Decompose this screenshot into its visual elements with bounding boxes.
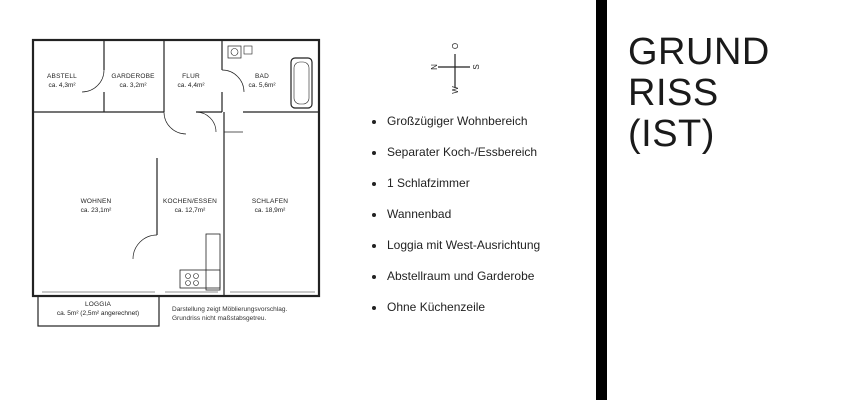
room-name-garderobe: GARDEROBE xyxy=(111,73,155,80)
sink-bowl xyxy=(231,49,238,56)
room-area-wohnen: ca. 23,1m² xyxy=(80,207,112,214)
kitchen-counter xyxy=(180,270,220,288)
feature-text: Ohne Küchenzeile xyxy=(387,300,486,314)
list-item xyxy=(372,114,540,145)
compass-west: W xyxy=(451,86,460,94)
bullet-icon xyxy=(372,275,376,279)
list-item xyxy=(372,145,540,176)
door-swing xyxy=(164,112,186,134)
stove-plate xyxy=(186,281,191,286)
title-line-1: GRUND xyxy=(628,31,770,73)
kitchen-counter xyxy=(206,234,220,290)
room-area-kochen: ca. 12,7m² xyxy=(174,207,206,214)
room-name-bad: BAD xyxy=(255,73,269,80)
feature-text: Separater Koch-/Essbereich xyxy=(387,145,538,159)
compass-south: S xyxy=(472,64,481,70)
page-title xyxy=(628,32,770,155)
feature-text: Abstellraum und Garderobe xyxy=(387,269,535,283)
room-area-garderobe: ca. 3,2m² xyxy=(119,82,147,89)
room-name-flur: FLUR xyxy=(182,73,200,80)
bullet-icon xyxy=(372,151,376,155)
plan-note-line2: Grundriss nicht maßstabsgetreu. xyxy=(172,315,267,322)
list-item xyxy=(372,176,540,207)
door-swing xyxy=(133,235,157,259)
room-name-loggia: LOGGIA xyxy=(84,301,112,308)
bathtub-inner xyxy=(294,62,309,104)
room-area-flur: ca. 4,4m² xyxy=(177,82,205,89)
stove-plate xyxy=(186,274,191,279)
compass-east: O xyxy=(451,42,460,50)
room-area-loggia: ca. 5m² (2,5m² angerechnet) xyxy=(56,310,140,317)
list-item xyxy=(372,300,540,331)
feature-text: 1 Schlafzimmer xyxy=(387,176,470,190)
room-area-schlafen: ca. 18,9m² xyxy=(254,207,286,214)
room-name-kochen: KOCHEN/ESSEN xyxy=(162,198,218,205)
stove-plate xyxy=(194,281,199,286)
bullet-icon xyxy=(372,182,376,186)
list-item xyxy=(372,207,540,238)
toilet xyxy=(244,46,252,54)
title-line-2: RISS xyxy=(628,72,719,114)
feature-text: Großzügiger Wohnbereich xyxy=(387,114,528,128)
room-area-abstell: ca. 4,3m² xyxy=(48,82,76,89)
door-swing xyxy=(196,112,216,132)
door-swing xyxy=(82,70,104,92)
stove-plate xyxy=(194,274,199,279)
room-name-wohnen: WOHNEN xyxy=(80,198,112,205)
door-swing xyxy=(222,70,244,92)
list-item xyxy=(372,269,540,300)
divider-bar xyxy=(596,0,607,400)
feature-list xyxy=(372,114,540,331)
list-item xyxy=(372,238,540,269)
bullet-icon xyxy=(372,213,376,217)
plan-note-line1: Darstellung zeigt Möblierungsvorschlag. xyxy=(172,306,288,313)
bullet-icon xyxy=(372,120,376,124)
compass-north: N xyxy=(430,64,439,70)
title-line-3: (IST) xyxy=(628,113,715,155)
feature-text: Loggia mit West-Ausrichtung xyxy=(387,238,541,252)
room-area-bad: ca. 5,6m² xyxy=(248,82,276,89)
sink xyxy=(228,46,241,58)
room-name-abstell: ABSTELL xyxy=(47,73,77,80)
bullet-icon xyxy=(372,244,376,248)
room-name-schlafen: SCHLAFEN xyxy=(251,198,289,205)
bullet-icon xyxy=(372,306,376,310)
feature-text: Wannenbad xyxy=(387,207,452,221)
